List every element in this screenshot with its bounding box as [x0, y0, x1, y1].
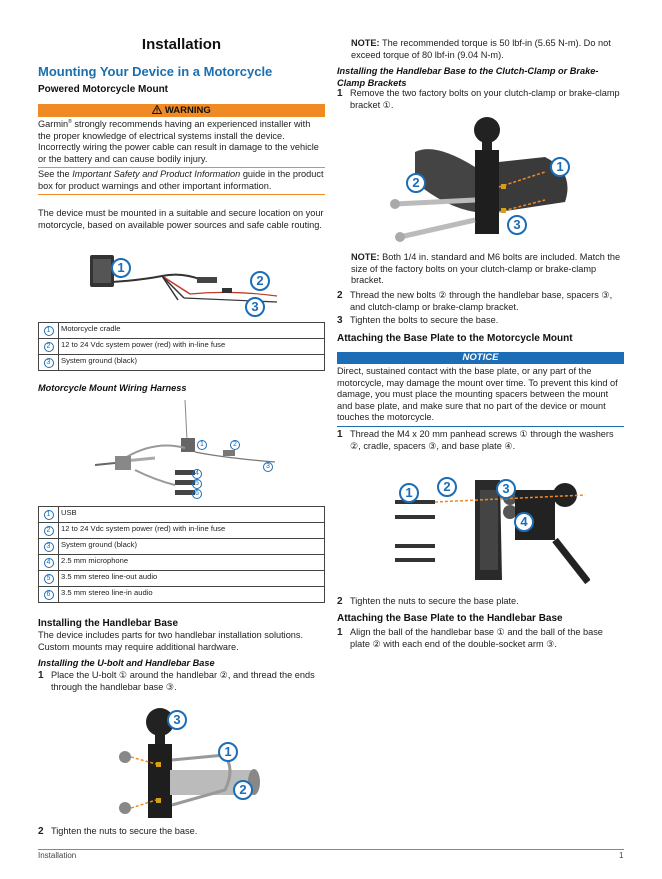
bolt-note: NOTE: Both 1/4 in. standard and M6 bolts are included. Match the size of the factory bolts on your clutch-clamp or brake-clamp bracket.: [351, 252, 621, 285]
warning-box: [38, 104, 325, 195]
table-row: 1 USB: [39, 507, 325, 523]
baseplate-callout-2: 2: [437, 477, 457, 497]
callout-1: 1: [111, 258, 131, 278]
ubolt-callout-1: 1: [218, 742, 238, 762]
table-row: 2 12 to 24 Vdc system power (red) with in-line fuse: [39, 523, 325, 539]
clutch-callout-3: 3: [507, 215, 527, 235]
baseplate-callout-4: 4: [514, 512, 534, 532]
clutch-callout-1: 1: [550, 157, 570, 177]
ubolt-callout-2: 2: [233, 780, 253, 800]
clutch-step-1: 1 Remove the two factory bolts on your clutch-clamp or brake-clamp bracket ①.: [337, 88, 620, 110]
attach-step-1: 1 Align the ball of the handlebar base ① and the ball of the base plate ② with each end of the double-socket arm ③.: [337, 627, 603, 649]
ubolt-heading: Installing the U-bolt and Handlebar Base: [38, 658, 215, 668]
harness-callout-4: 4: [192, 469, 202, 479]
baseplate-heading: Attaching the Base Plate to the Motorcycle Mount: [337, 333, 573, 344]
notice-box: [337, 352, 624, 427]
harness-callout-1: 1: [197, 440, 207, 450]
footer-page-number: 1: [619, 851, 624, 860]
harness-illustration: [95, 400, 285, 502]
table-row: 1 Motorcycle cradle: [39, 323, 325, 339]
baseplate-callout-3: 3: [496, 479, 516, 499]
table-row: 2 12 to 24 Vdc system power (red) with in-line fuse: [39, 339, 325, 355]
powered-mount-heading: Powered Motorcycle Mount: [38, 84, 169, 95]
clutch-step-3: 3 Tighten the bolts to secure the base.: [337, 315, 499, 326]
baseplate-illustration: [390, 470, 590, 590]
warning-label: WARNING: [164, 105, 211, 116]
torque-note: NOTE: The recommended torque is 50 lbf-in (5.65 N-m). Do not exceed torque of 80 lbf-in (9.04 N-m).: [351, 38, 611, 60]
callout-2: 2: [250, 271, 270, 291]
clutch-heading: Installing the Handlebar Base to the Clutch-Clamp or Brake-Clamp Brackets: [337, 66, 599, 88]
table-row: 4 2.5 mm microphone: [39, 555, 325, 571]
table-row: 3 System ground (black): [39, 355, 325, 371]
section-title: Mounting Your Device in a Motorcycle: [38, 64, 273, 79]
harness-callout-3: 3: [263, 462, 273, 472]
ubolt-illustration: [100, 700, 280, 820]
table-row: 6 3.5 mm stereo line-in audio: [39, 587, 325, 603]
page-title: Installation: [141, 36, 222, 53]
mount-location-text: The device must be mounted in a suitable and secure location on your motorcycle, based on available power sources and safe cable routing.: [38, 208, 324, 230]
table-row: 5 3.5 mm stereo line-out audio: [39, 571, 325, 587]
ubolt-callout-3: 3: [167, 710, 187, 730]
clutch-callout-2: 2: [406, 173, 426, 193]
callout-3: 3: [245, 297, 265, 317]
table-row: 3 System ground (black): [39, 539, 325, 555]
baseplate-step-1: 1 Thread the M4 x 20 mm panhead screws ① through the washers ②, cradle, spacers ③, and base plate ④.: [337, 429, 614, 451]
notice-bar: NOTICE: [337, 352, 624, 364]
see-guide-text: See the Important Safety and Product Information guide in the product box for product warnings and other important information.: [38, 169, 324, 191]
warning-text: Garmin® strongly recommends having an experienced installer with the proper knowledge of electrical systems install the device. Incorrectly wiring the power cable can result in damage to the vehicle or the battery and can cause bodily injury.: [38, 119, 319, 164]
harness-callout-6: 6: [192, 489, 202, 499]
ubolt-step-2: 2 Tighten the nuts to secure the base.: [38, 826, 198, 837]
handlebar-heading: Installing the Handlebar Base: [38, 618, 179, 629]
ubolt-step-1: 1 Place the U-bolt ① around the handlebar ②, and thread the ends through the handlebar base ③.: [38, 670, 315, 692]
attach-heading: Attaching the Base Plate to the Handlebar Base: [337, 613, 563, 624]
notice-text: Direct, sustained contact with the base plate, or any part of the motorcycle, may damage the mount over time. To prevent this kind of damage, you must place the mounting spacers between the mount and base plate, and make sure that no part of the device or mount touches the motorcycle.: [337, 366, 618, 422]
clutch-step-2: 2 Thread the new bolts ② through the handlebar base, spacers ③, and clutch-clamp or brake-clamp bracket.: [337, 290, 613, 312]
harness-callout-2: 2: [230, 440, 240, 450]
harness-heading: Motorcycle Mount Wiring Harness: [38, 383, 187, 393]
handlebar-text: The device includes parts for two handlebar installation solutions. Custom mounts may require additional hardware.: [38, 630, 304, 652]
cradle-legend-table: [38, 322, 325, 371]
footer-section: Installation: [38, 851, 77, 860]
warning-triangle-icon: [152, 105, 165, 116]
harness-legend-table: [38, 506, 325, 603]
harness-callout-5: 5: [192, 479, 202, 489]
warning-bar: [38, 104, 325, 117]
baseplate-callout-1: 1: [399, 483, 419, 503]
baseplate-step-2: 2 Tighten the nuts to secure the base plate.: [337, 596, 519, 607]
footer-divider: [38, 849, 624, 850]
